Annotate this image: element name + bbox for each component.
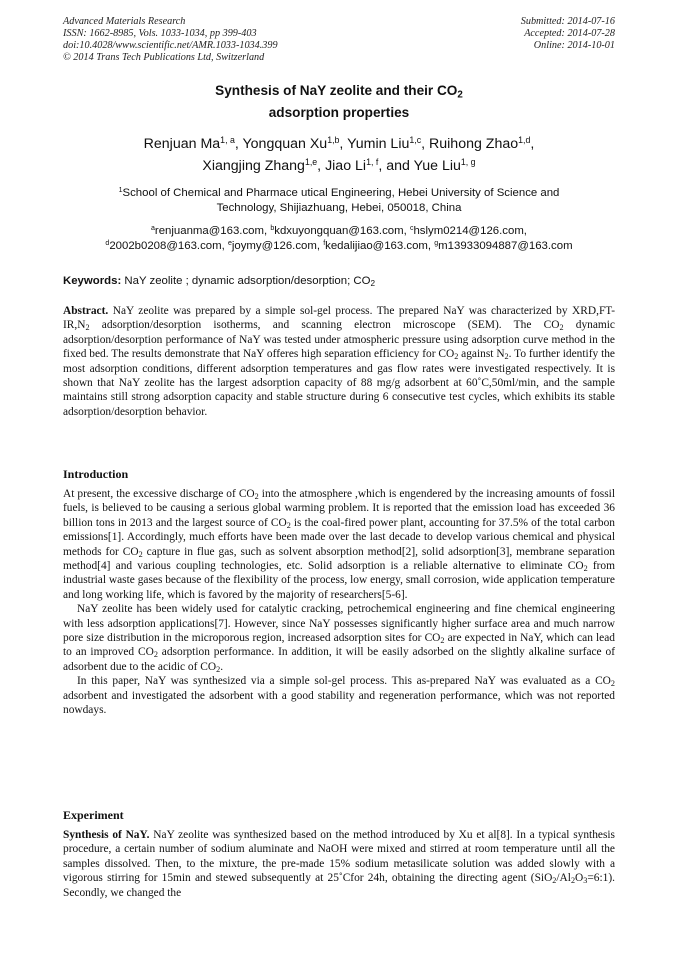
author-name: Jiao Li (325, 158, 367, 174)
paragraph: NaY zeolite has been widely used for catalytic cracking, petrochemical engineering and fine chemical engineering with less adsorption applications[7]. However, since NaY possesses significantly higher surface area and much narrow pore size distribution in the microporous region, increased adsorption sites for $CO_2$ are expected in NaY, which can lead to an improved $CO_2$ adsorption performance. In addition, it will be easily adsorbed on the slightly alkaline surface of adsorbent due to the acidic of $CO_2$. (63, 603, 615, 674)
doi-line: doi:10.4028/www.scientific.net/AMR.1033-1034.399 (63, 40, 278, 51)
online-date: Online: 2014-10-01 (533, 40, 615, 51)
paper-title: Synthesis of NaY zeolite and their $CO_2$ adsorption properties (215, 83, 463, 120)
abstract-label: Abstract. (63, 305, 109, 317)
journal-name: Advanced Materials Research (63, 16, 186, 27)
abstract: Abstract. NaY zeolite was prepared by a simple sol-gel process. The prepared NaY was characterized by $XRD,FT-IR,N_2$ adsorption/desorption isotherms, and scanning electron microscope (SEM). The $CO_2$ dynamic adsorption/desorption performance of NaY was tested under atmospheric pressure using adsorption curve method in the fixed bed. The results demonstrate that NaY offeres high separation efficiency for $CO_2$ against $N_2$. To further identify the most adsorption conditions, different adsorption temperatures and gas flow rates were investigated respectively. It is shown that NaY zeolite has the largest adsorption capacity of 88 mg/g adsorbent at 60˚C,50ml/min, and the sample maintains still strong adsorption capacity and stable structure during 6 consecutive test cycles, which exhibits its stable adsorption/desorption behavior. (63, 305, 615, 418)
author-name: Yumin Liu (347, 136, 410, 152)
keywords: Keywords: NaY zeolite ; dynamic adsorption/desorption; $CO_2$ (63, 275, 376, 289)
email-link[interactable]: joymy@126.com, (231, 239, 324, 252)
author-name: Renjuan Ma (143, 136, 221, 152)
dates-header (521, 16, 615, 52)
email-link[interactable]: 2002b0208@163.com, (109, 239, 228, 252)
affiliation: $^1$School of Chemical and Pharmace utical Engineering, Hebei University of Science and Technology, Shijiazhuang, Hebei, 050018, China (118, 187, 560, 214)
accepted-date: Accepted: 2014-07-28 (524, 28, 615, 39)
experiment-body (63, 828, 615, 900)
author-name: Yongquan Xu (242, 136, 328, 152)
keywords-label: Keywords: (63, 275, 122, 287)
paragraph: At present, the excessive discharge of $CO_2$ into the atmosphere ,which is engendered by the increasing amounts of fossil fuels, is believed to be causing a serious global warming problem. It is reported that the emission load has exceeded 36 billion tons in 2013 and the largest source of $CO_2$ is the coal-fired power plant, accounting for 37.5% of the total carbon emissions[1]. Accordingly, much efforts have been made over the last decade to develop various chemical and physical methods for $CO_2$ capture in flue gas, such as solvent absorption method[2], solid adsorption[3], membrane separation method[4] and various coupling technologies, etc. Solid adsorption is a reliable alternative to eliminate $CO_2$ from industrial waste gases because of the flexibility of the process, low energy, small corrosion, wide application temperature and long working life, which is favored by the majority of researchers[5-6]. (63, 488, 616, 601)
author-list: Renjuan Ma$^{1, a}$, Yongquan Xu$^{1,b}$, Yumin Liu$^{1,c}$, Ruihong Zhao$^{1,d}$, Xiangjing Zhang$^{1,e}$, Jiao Li$^{1, f}$, and Yue Liu$^{1, g}$ (143, 135, 535, 174)
paragraph: In this paper, NaY was synthesized via a simple sol-gel process. This as-prepared NaY was evaluated as a $CO_2$ adsorbent and investigated the adsorbent with a good stability and regeneration performance, which was not reported nowdays. (63, 675, 615, 717)
issn-line: ISSN: 1662-8985, Vols. 1033-1034, pp 399-403 (63, 28, 257, 39)
email-link[interactable]: kedalijiao@163.com, (325, 239, 435, 252)
email-link[interactable]: renjuanma@163.com, (154, 225, 271, 237)
introduction-body (63, 487, 615, 718)
email-link[interactable]: m13933094887@163.com (438, 239, 573, 252)
subsection-label: Synthesis of NaY. (63, 829, 150, 841)
journal-header (63, 16, 278, 64)
email-link[interactable]: hslym0214@126.com, (413, 225, 527, 237)
author-name: Ruihong Zhao (429, 136, 519, 152)
author-name: Yue Liu (413, 158, 461, 174)
author-name: Xiangjing Zhang (202, 158, 305, 174)
paragraph: Synthesis of NaY. NaY zeolite was synthesized based on the method introduced by Xu et al[8]. In a typical synthesis procedure, a certain number of sodium aluminate and NaOH were mixed and stirred at room temperature until all the samples dissolved. Then, to the mixture, the pre-made 15% sodium metasilicate solution was added slowly with a vigorous stirring for 15min and stewed subsequently at 25˚Cfor 24h, obtaining the directing agent $(SiO_2/Al_2O_3=6:1)$. Secondly, we changed the (63, 829, 615, 899)
section-heading-introduction: Introduction (63, 467, 129, 481)
section-heading-experiment: Experiment (63, 808, 124, 822)
author-emails: $^a$renjuanma@163.com, $^b$kdxuyongquan@163.com, $^c$hslym0214@126.com, $^d$2002b0208@163.com, $^e$joymy@126.com, $^f$kedalijiao@163.com, $^g$m13933094887@163.com (105, 225, 573, 252)
copyright-line: © 2014 Trans Tech Publications Ltd, Switzerland (63, 52, 265, 63)
email-link[interactable]: kdxuyongquan@163.com, (274, 225, 410, 237)
submitted-date: Submitted: 2014-07-16 (520, 16, 615, 27)
